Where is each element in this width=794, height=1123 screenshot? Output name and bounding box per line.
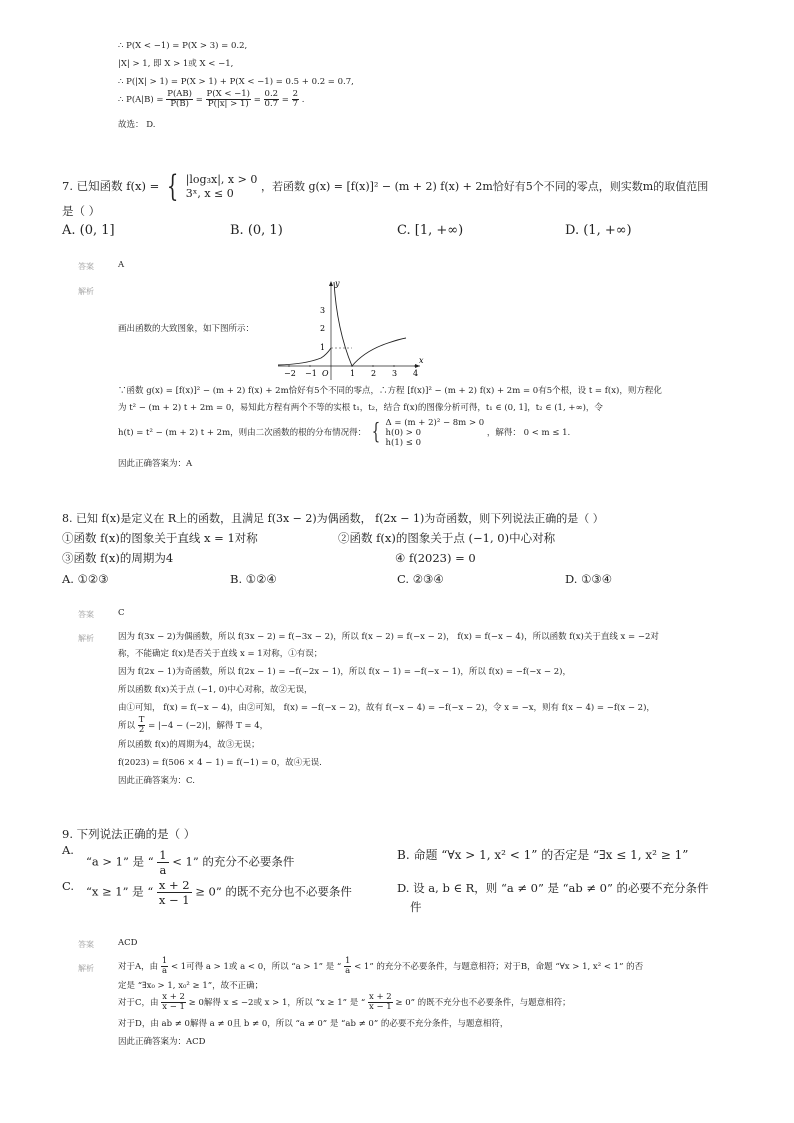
y-tick-label-2: 2 <box>320 324 326 333</box>
prev-line-4-prefix: ∴ P(A|B) = <box>118 95 164 105</box>
q7-answer-label: 答案 <box>78 262 94 271</box>
q9-option-c <box>62 878 74 894</box>
q9-option-c-body <box>86 878 352 907</box>
denominator: P(|x| > 1) <box>207 99 249 109</box>
numerator: x + 2 <box>158 878 190 892</box>
numerator: x + 2 <box>162 992 185 1002</box>
numerator: 0.2 <box>264 89 279 99</box>
fraction <box>344 957 351 976</box>
numerator: 1 <box>159 848 167 862</box>
prev-line-2: |X| > 1, 即 X > 1或 X < −1, <box>118 59 234 69</box>
q9-option-d-line-1: D. 设 a, b ∈ R，则 “a ≠ 0” 是 “ab ≠ 0” 的必要不充分条件 <box>397 881 709 895</box>
q8-analysis-label: 解析 <box>78 634 94 643</box>
q9-option-b: B. 命题 “∀x > 1, x² < 1” 的否定是 “∃x ≤ 1, x² ≥ 1” <box>397 848 689 862</box>
q7-stem-a: 7. 已知函数 f(x) = <box>62 179 160 193</box>
numerator: P(X < −1) <box>206 89 250 99</box>
denominator: 0.7 <box>264 99 279 109</box>
left-brace: { <box>371 420 381 445</box>
fraction <box>157 878 192 907</box>
q9-answer-label: 答案 <box>78 940 94 949</box>
x-tick-label-neg2: −2 <box>284 369 296 378</box>
q7-option-c: C. [1, +∞) <box>397 223 464 238</box>
q7-explanation-1: ∵函数 g(x) = [f(x)]² − (m + 2) f(x) + 2m恰好有5个不同的零点，∴方程 [f(x)]² − (m + 2) f(x) + 2m = 0有5个根，设 t = f(x)，则方程化 <box>118 386 662 396</box>
q7-explanation-3 <box>118 418 570 448</box>
numerator: T <box>138 715 145 725</box>
denominator: a <box>159 863 167 877</box>
q8-conclusion: 因此正确答案为：C. <box>118 776 195 786</box>
q8-explanation-1: 因为 f(3x − 2)为偶函数，所以 f(3x − 2) = f(−3x − 2)，所以 f(x − 2) = f(−x − 2)， f(x) = f(−x − 4)，所以函数 f(x)关于直线 x = −2对 <box>118 632 659 642</box>
q7-explanation-3a: h(t) = t² − (m + 2) t + 2m，则由二次函数的根的分布情况得： <box>118 428 367 438</box>
q7-case-1: |log₃x|, x > 0 <box>185 173 258 186</box>
q8-statement-3: ③函数 f(x)的周期为4 <box>62 551 174 565</box>
q8-option-b: B. ①②④ <box>230 572 277 586</box>
q7-explanation-2: 为 t² − (m + 2) t + 2m = 0，易知此方程有两个不等的实根 t₁，t₂，结合 f(x)的图像分析可得，t₁ ∈ (0, 1]，t₂ ∈ (1, +∞)，令 <box>118 403 603 413</box>
denominator: P(B) <box>170 99 189 109</box>
equals-sign: = <box>253 95 261 105</box>
q9-analysis-label: 解析 <box>78 964 94 973</box>
q8-option-d: D. ①③④ <box>565 572 613 586</box>
q9-conclusion: 因此正确答案为：ACD <box>118 1037 206 1047</box>
q8-explanation-4: 所以函数 f(x)关于点 (−1, 0)中心对称，故②无误， <box>118 685 313 695</box>
q9-stem: 9. 下列说法正确的是（ ） <box>62 827 196 841</box>
numerator: P(AB) <box>167 89 192 99</box>
origin-label: O <box>322 369 329 378</box>
prev-line-3: ∴ P(|X| > 1) = P(X > 1) + P(X < −1) = 0.5 + 0.2 = 0.7, <box>118 77 354 87</box>
q9-explanation-1c: < 1” 的充分不必要条件，与题意相符；对于B，命题 “∀x > 1, x² < 1” 的否 <box>354 962 644 972</box>
fraction <box>264 90 280 109</box>
x-axis-label: x <box>419 356 424 365</box>
q8-explanation-8: f(2023) = f(506 × 4 − 1) = f(−1) = 0，故④无误. <box>118 758 322 768</box>
q7-stem-b: ，若函数 g(x) = [f(x)]² − (m + 2) f(x) + 2m恰好有5个不同的零点，则实数m的取值范围 <box>260 180 709 193</box>
period: . <box>301 95 305 105</box>
q9-answer: ACD <box>118 938 138 948</box>
q8-explanation-3: 因为 f(2x − 1)为奇函数，所以 f(2x − 1) = −f(−2x − 1)，所以 f(x − 1) = −f(−x − 1)，所以 f(x) = −f(−x − 2)， <box>118 667 571 677</box>
q7-explanation-3b: ，解得： 0 < m ≤ 1. <box>486 428 571 438</box>
denominator: x − 1 <box>368 1002 392 1012</box>
q9-option-c-text-1: “x ≥ 1” 是 “ <box>86 884 154 899</box>
q8-explanation-6a: 所以 <box>118 721 136 731</box>
numerator: 1 <box>161 956 168 966</box>
fraction <box>161 957 168 976</box>
q9-explanation-4: 对于D，由 ab ≠ 0解得 a ≠ 0且 b ≠ 0，所以 “a ≠ 0” 是 “ab ≠ 0” 的必要不充分条件，与题意相符， <box>118 1019 509 1029</box>
q8-explanation-6 <box>118 716 268 735</box>
numerator: 2 <box>292 89 299 99</box>
q7-analysis-label: 解析 <box>78 287 94 296</box>
x-tick-label-neg1: −1 <box>305 369 317 378</box>
q8-explanation-6b: = |−4 − (−2)|，解得 T = 4， <box>148 721 269 731</box>
fraction <box>161 993 186 1012</box>
q8-explanation-5: 由①可知， f(x) = f(−x − 4)，由②可知， f(x) = −f(−x − 2)，故有 f(−x − 4) = −f(−x − 2)，令 x = −x，则有 f(x − 4) = −f(x − 2)， <box>118 703 655 713</box>
q7-option-b: B. (0, 1) <box>230 223 283 238</box>
q9-explanation-3c: ≥ 0” 的既不充分也不必要条件，与题意相符； <box>395 998 571 1008</box>
y-tick-label-3: 3 <box>320 306 326 315</box>
q7-option-d: D. (1, +∞) <box>565 223 632 238</box>
q7-answer: A <box>118 260 125 270</box>
q9-explanation-1a: 对于A，由 <box>118 962 159 972</box>
x-tick-label-3: 3 <box>392 369 398 378</box>
q8-option-c: C. ②③④ <box>397 572 444 586</box>
denominator: 2 <box>138 725 145 735</box>
q9-option-a-body <box>86 848 294 877</box>
q9-option-a-letter: A. <box>62 843 74 857</box>
y-axis-label: y <box>335 279 340 288</box>
q7-case-2: 3ˣ, x ≤ 0 <box>185 187 234 200</box>
x-tick-label-4: 4 <box>413 369 419 378</box>
denominator: a <box>345 966 351 976</box>
q7-stem <box>62 169 709 204</box>
q9-option-a-text-2: < 1” 的充分不必要条件 <box>172 854 295 869</box>
y-tick-label-1: 1 <box>320 343 326 352</box>
q7-stem-c: 是（ ） <box>62 204 101 218</box>
denominator: a <box>162 966 168 976</box>
q9-option-d-line-2: 件 <box>410 900 422 914</box>
numerator: 1 <box>344 956 351 966</box>
q9-explanation-1b: < 1可得 a > 1或 a < 0，所以 “a > 1” 是 “ <box>170 962 342 972</box>
q7-piecewise <box>186 173 258 201</box>
q9-explanation-2: 定是 “∃x₀ > 1, x₀² ≥ 1”，故不正确； <box>118 981 264 991</box>
prev-line-4 <box>118 90 304 109</box>
denominator: x − 1 <box>158 893 190 907</box>
q7-system-line-2: h(0) > 0 <box>385 428 421 438</box>
curve-log-left <box>334 282 352 366</box>
q8-statement-2: ②函数 f(x)的图象关于点 (−1, 0)中心对称 <box>338 531 556 545</box>
denominator: x − 1 <box>162 1002 185 1012</box>
q7-function-graph <box>276 276 426 382</box>
fraction <box>157 848 168 877</box>
prev-line-1: ∴ P(X < −1) = P(X > 3) = 0.2, <box>118 41 248 51</box>
q8-explanation-7: 所以函数 f(x)的周期为4，故③无误； <box>118 740 260 750</box>
y-axis-arrow <box>329 281 333 286</box>
q7-system-line-1: Δ = (m + 2)² − 8m > 0 <box>385 418 485 428</box>
q8-statement-1: ①函数 f(x)的图象关于直线 x = 1对称 <box>62 531 258 545</box>
fraction <box>368 993 393 1012</box>
prev-choose: 故选： D. <box>118 120 156 130</box>
q8-explanation-2: 称，不能确定 f(x)是否关于直线 x = 1对称，①有误； <box>118 649 323 659</box>
fraction <box>206 90 251 109</box>
equals-sign: = <box>281 95 289 105</box>
q9-option-a <box>62 842 74 858</box>
x-tick-label-2: 2 <box>371 369 377 378</box>
q9-explanation-3b: ≥ 0解得 x ≤ −2或 x > 1，所以 “x ≥ 1” 是 “ <box>188 998 366 1008</box>
q9-option-c-text-2: ≥ 0” 的既不充分也不必要条件 <box>195 884 352 899</box>
q8-answer: C <box>118 608 125 618</box>
fraction <box>292 90 299 109</box>
q9-option-c-letter: C. <box>62 879 75 893</box>
curve-log-right <box>352 338 406 366</box>
q9-explanation-1 <box>118 957 643 976</box>
q8-stem: 8. 已知 f(x)是定义在 R上的函数，且满足 f(3x − 2)为偶函数， f(2x − 1)为奇函数，则下列说法正确的是（ ） <box>62 512 604 525</box>
q7-option-a: A. (0, 1] <box>62 223 115 238</box>
q8-answer-label: 答案 <box>78 610 94 619</box>
left-brace: { <box>166 169 179 204</box>
q9-explanation-3 <box>118 993 571 1012</box>
fraction <box>166 90 193 109</box>
q8-statement-4: ④ f(2023) = 0 <box>395 551 476 565</box>
q8-option-a: A. ①②③ <box>62 572 109 586</box>
q9-option-a-text-1: “a > 1” 是 “ <box>86 854 154 869</box>
q7-inequality-system <box>386 418 485 448</box>
numerator: x + 2 <box>368 992 392 1002</box>
q7-system-line-3: h(1) ≤ 0 <box>385 438 421 448</box>
q7-graph-caption: 画出函数的大致图象，如下图所示： <box>118 324 255 334</box>
equals-sign: = <box>195 95 203 105</box>
q9-explanation-3a: 对于C，由 <box>118 998 159 1008</box>
fraction <box>138 716 146 735</box>
q7-conclusion: 因此正确答案为：A <box>118 459 193 469</box>
x-tick-label-1: 1 <box>350 369 356 378</box>
denominator: 7 <box>292 99 299 109</box>
